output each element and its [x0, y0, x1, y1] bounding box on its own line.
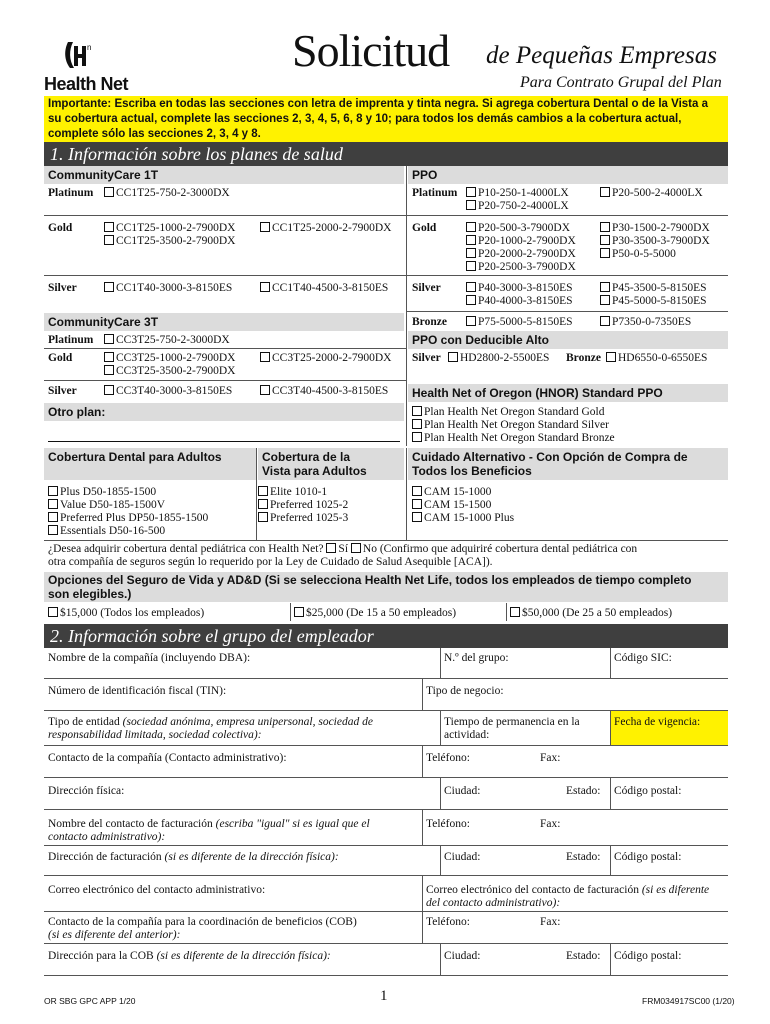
dental-option[interactable]: Plus D50-1855-1500 [48, 486, 156, 499]
ppo-deductible-silver-option[interactable]: HD2800-2-5500ES [448, 352, 549, 365]
ppo-gold-option[interactable]: P20-2000-2-7900DX [466, 248, 576, 261]
life-option[interactable]: $50,000 (De 25 a 50 empleados) [510, 607, 672, 620]
entity-type-field-line2: responsabilidad limitada, sociedad colectiva): [48, 729, 262, 741]
admin-fax-field[interactable]: Fax: [540, 752, 561, 764]
ppo-bronze-label: Bronze [412, 316, 447, 328]
billing-email-field-line2: del contacto administrativo): [426, 897, 561, 909]
cc1t-title-bar: CommunityCare 1T [44, 166, 404, 184]
ppo-gold-option[interactable]: P50-0-5-5000 [600, 248, 676, 261]
cc1t-silver-label: Silver [48, 282, 77, 294]
checkbox[interactable] [104, 385, 114, 395]
ppo-silver-option[interactable]: P40-4000-3-8150ES [466, 295, 573, 308]
cc1t-gold-option[interactable]: CC1T25-1000-2-7900DX [104, 222, 235, 235]
billing-state-field[interactable]: Estado: [566, 851, 601, 863]
billing-phone-field[interactable]: Teléfono: [426, 818, 470, 830]
vision-option[interactable]: Preferred 1025-2 [258, 499, 348, 512]
checkbox[interactable] [600, 235, 610, 245]
checkbox[interactable] [466, 295, 476, 305]
checkbox[interactable] [104, 365, 114, 375]
checkbox[interactable] [510, 607, 520, 617]
checkbox[interactable] [466, 282, 476, 292]
cc1t-silver-option[interactable]: CC1T40-3000-3-8150ES [104, 282, 232, 295]
cob-contact-field-line2: (si es diferente del anterior): [48, 929, 181, 941]
checkbox[interactable] [260, 282, 270, 292]
hnor-title-bar: Health Net of Oregon (HNOR) Standard PPO [408, 384, 728, 402]
cob-phone-field[interactable]: Teléfono: [426, 916, 470, 928]
ppo-gold-option[interactable]: P30-3500-3-7900DX [600, 235, 710, 248]
business-type-field[interactable]: Tipo de negocio: [426, 685, 504, 697]
ppo-platinum-option[interactable]: P10-250-1-4000LX [466, 187, 569, 200]
section2-header: 2. Información sobre el grupo del empleador [44, 624, 728, 648]
effective-date-field[interactable]: Fecha de vigencia: [614, 716, 701, 728]
svg-text:n: n [87, 43, 92, 52]
physical-address-field[interactable]: Dirección física: [48, 785, 125, 797]
checkbox[interactable] [104, 235, 114, 245]
checkbox[interactable] [600, 282, 610, 292]
pediatric-no-checkbox[interactable] [351, 543, 361, 553]
physical-city-field[interactable]: Ciudad: [444, 785, 481, 797]
physical-zip-field[interactable]: Código postal: [614, 785, 682, 797]
alt-care-option[interactable]: CAM 15-1500 [412, 499, 491, 512]
checkbox[interactable] [48, 512, 58, 522]
footer-form-id: FRM034917SC00 (1/20) [642, 996, 735, 1006]
cc3t-gold-option[interactable]: CC3T25-2000-2-7900DX [260, 352, 391, 365]
checkbox[interactable] [466, 222, 476, 232]
checkbox[interactable] [104, 222, 114, 232]
checkbox[interactable] [104, 187, 114, 197]
billing-contact-field[interactable]: Nombre del contacto de facturación (escriba "igual" si es igual que el [48, 818, 370, 830]
cc3t-gold-option[interactable]: CC3T25-1000-2-7900DX [104, 352, 235, 365]
hnor-option[interactable]: Plan Health Net Oregon Standard Bronze [412, 432, 615, 445]
cc1t-silver-option[interactable]: CC1T40-4500-3-8150ES [260, 282, 388, 295]
dental-title-bar: Cobertura Dental para Adultos [44, 448, 256, 480]
checkbox[interactable] [466, 316, 476, 326]
page-title: Solicitud [292, 25, 450, 76]
dental-option[interactable]: Essentials D50-16-500 [48, 525, 165, 538]
billing-contact-field-line2: contacto administrativo): [48, 831, 166, 843]
cob-address-field[interactable]: Dirección para la COB (si es diferente de la dirección física): [48, 950, 331, 962]
group-number-field[interactable]: N.º del grupo: [444, 652, 509, 664]
tenure-field[interactable]: Tiempo de permanencia en la actividad: [444, 716, 580, 741]
billing-address-field[interactable]: Dirección de facturación (si es diferente de la dirección física): [48, 851, 339, 863]
ppo-deductible-silver-label: Silver [412, 352, 441, 364]
ppo-bronze-option[interactable]: P7350-0-7350ES [600, 316, 691, 329]
billing-zip-field[interactable]: Código postal: [614, 851, 682, 863]
cc3t-silver-option[interactable]: CC3T40-4500-3-8150ES [260, 385, 388, 398]
checkbox[interactable] [104, 352, 114, 362]
alt-care-title-bar: Cuidado Alternativo - Con Opción de Compra de Todos los Beneficios [408, 448, 728, 480]
page-number: 1 [380, 988, 388, 1004]
admin-phone-field[interactable]: Teléfono: [426, 752, 470, 764]
section1-header: 1. Información sobre los planes de salud [44, 142, 728, 166]
page-subtitle: Para Contrato Grupal del Plan [520, 74, 722, 91]
checkbox[interactable] [600, 222, 610, 232]
health-net-logo-icon [62, 40, 96, 70]
cob-fax-field[interactable]: Fax: [540, 916, 561, 928]
tin-field[interactable]: Número de identificación fiscal (TIN): [48, 685, 227, 697]
checkbox[interactable] [466, 187, 476, 197]
ppo-bronze-option[interactable]: P75-5000-5-8150ES [466, 316, 573, 329]
logo-wordmark: Health Net [44, 74, 129, 94]
billing-fax-field[interactable]: Fax: [540, 818, 561, 830]
cc3t-gold-option[interactable]: CC3T25-3500-2-7900DX [104, 365, 235, 378]
checkbox[interactable] [260, 222, 270, 232]
checkbox[interactable] [258, 512, 268, 522]
ppo-title-bar: PPO [408, 166, 728, 184]
checkbox[interactable] [48, 486, 58, 496]
ppo-gold-label: Gold [412, 222, 437, 234]
ppo-platinum-option[interactable]: P20-750-2-4000LX [466, 200, 569, 213]
physical-state-field[interactable]: Estado: [566, 785, 601, 797]
billing-email-field[interactable]: Correo electrónico del contacto de facturación (si es diferente [426, 884, 710, 896]
cc1t-platinum-option[interactable]: CC1T25-750-2-3000DX [104, 187, 230, 200]
ppo-silver-option[interactable]: P45-5000-5-8150ES [600, 295, 707, 308]
checkbox[interactable] [48, 499, 58, 509]
checkbox[interactable] [258, 499, 268, 509]
checkbox[interactable] [466, 235, 476, 245]
checkbox[interactable] [258, 486, 268, 496]
ppo-deductible-bronze-label: Bronze [566, 352, 601, 364]
checkbox[interactable] [412, 406, 422, 416]
cob-city-field[interactable]: Ciudad: [444, 950, 481, 962]
ppo-silver-option[interactable]: P45-3500-5-8150ES [600, 282, 707, 295]
dental-option[interactable]: Preferred Plus DP50-1855-1500 [48, 512, 208, 525]
hnor-option[interactable]: Plan Health Net Oregon Standard Gold [412, 406, 604, 419]
cob-state-field[interactable]: Estado: [566, 950, 601, 962]
checkbox[interactable] [412, 419, 422, 429]
life-title-bar: Opciones del Seguro de Vida y AD&D (Si se selecciona Health Net Life, todos los empleados de tiempo completo son elegibles.) [44, 572, 728, 602]
cc1t-gold-label: Gold [48, 222, 73, 234]
pediatric-question-line2: otra compañía de seguros según lo requerido por la Ley de Cuidado de Salud Asequible [ACA]). [48, 556, 493, 568]
ppo-silver-label: Silver [412, 282, 441, 294]
cc3t-platinum-label: Platinum [48, 334, 94, 346]
checkbox[interactable] [294, 607, 304, 617]
other-plan-input[interactable] [48, 441, 400, 442]
cc1t-platinum-label: Platinum [48, 187, 94, 199]
checkbox[interactable] [260, 352, 270, 362]
cc3t-silver-label: Silver [48, 385, 77, 397]
checkbox[interactable] [104, 334, 114, 344]
page-title-rest: de Pequeñas Empresas [486, 42, 717, 69]
ppo-gold-option[interactable]: P20-2500-3-7900DX [466, 261, 576, 274]
ppo-gold-option[interactable]: P30-1500-2-7900DX [600, 222, 710, 235]
admin-contact-field[interactable]: Contacto de la compañía (Contacto administrativo): [48, 752, 287, 764]
checkbox[interactable] [466, 248, 476, 258]
cc3t-silver-option[interactable]: CC3T40-3000-3-8150ES [104, 385, 232, 398]
checkbox[interactable] [600, 316, 610, 326]
ppo-deductible-bronze-option[interactable]: HD6550-0-6550ES [606, 352, 707, 365]
pediatric-yes-checkbox[interactable] [326, 543, 336, 553]
alt-care-option[interactable]: CAM 15-1000 Plus [412, 512, 514, 525]
cc1t-gold-option[interactable]: CC1T25-2000-2-7900DX [260, 222, 391, 235]
checkbox[interactable] [600, 187, 610, 197]
vision-option[interactable]: Preferred 1025-3 [258, 512, 348, 525]
ppo-platinum-label: Platinum [412, 187, 458, 199]
life-option[interactable]: $15,000 (Todos los empleados) [48, 607, 204, 620]
ppo-gold-option[interactable]: P20-500-3-7900DX [466, 222, 570, 235]
checkbox[interactable] [412, 499, 422, 509]
cob-contact-field[interactable]: Contacto de la compañía para la coordinación de beneficios (COB) [48, 916, 357, 928]
alt-care-option[interactable]: CAM 15-1000 [412, 486, 491, 499]
checkbox[interactable] [48, 607, 58, 617]
checkbox[interactable] [466, 200, 476, 210]
checkbox[interactable] [466, 261, 476, 271]
checkbox[interactable] [104, 282, 114, 292]
life-option[interactable]: $25,000 (De 15 a 50 empleados) [294, 607, 456, 620]
cc1t-gold-option[interactable]: CC1T25-3500-2-7900DX [104, 235, 235, 248]
checkbox[interactable] [412, 512, 422, 522]
company-name-field[interactable]: Nombre de la compañía (incluyendo DBA): [48, 652, 251, 664]
checkbox[interactable] [448, 352, 458, 362]
pediatric-question: ¿Desea adquirir cobertura dental pediátrica con Health Net? Sí No (Confirmo que adquiriré cobertura dental pediátrica con [48, 543, 638, 555]
admin-email-field[interactable]: Correo electrónico del contacto administrativo: [48, 884, 266, 896]
ppo-deductible-title-bar: PPO con Deducible Alto [408, 331, 728, 349]
ppo-gold-option[interactable]: P20-1000-2-7900DX [466, 235, 576, 248]
footer-form-code: OR SBG GPC APP 1/20 [44, 996, 136, 1006]
dental-option[interactable]: Value D50-185-1500V [48, 499, 165, 512]
ppo-platinum-option[interactable]: P20-500-2-4000LX [600, 187, 703, 200]
cob-zip-field[interactable]: Código postal: [614, 950, 682, 962]
ppo-silver-option[interactable]: P40-3000-3-8150ES [466, 282, 573, 295]
other-plan-bar: Otro plan: [44, 403, 404, 421]
cc3t-platinum-option[interactable]: CC3T25-750-2-3000DX [104, 334, 230, 347]
billing-city-field[interactable]: Ciudad: [444, 851, 481, 863]
checkbox[interactable] [412, 486, 422, 496]
checkbox[interactable] [600, 295, 610, 305]
checkbox[interactable] [412, 432, 422, 442]
cc3t-title-bar: CommunityCare 3T [44, 313, 404, 331]
vision-title-bar: Cobertura de la Vista para Adultos [258, 448, 404, 480]
checkbox[interactable] [606, 352, 616, 362]
entity-type-field[interactable]: Tipo de entidad (sociedad anónima, empresa unipersonal, sociedad de [48, 716, 373, 728]
hnor-option[interactable]: Plan Health Net Oregon Standard Silver [412, 419, 609, 432]
cc3t-gold-label: Gold [48, 352, 73, 364]
checkbox[interactable] [600, 248, 610, 258]
checkbox[interactable] [260, 385, 270, 395]
important-notice: Importante: Escriba en todas las secciones con letra de imprenta y tinta negra. Si agrega cobertura Dental o de la Vista a su cobertura actual, complete las secciones 2, 3, 4, 5, 6, 8 y 10; para todos los demás cambios a la cobertura actual, complete sólo las secciones 2, 3, 4 y 8. [44, 96, 728, 143]
vision-option[interactable]: Elite 1010-1 [258, 486, 327, 499]
sic-code-field[interactable]: Código SIC: [614, 652, 672, 664]
checkbox[interactable] [48, 525, 58, 535]
